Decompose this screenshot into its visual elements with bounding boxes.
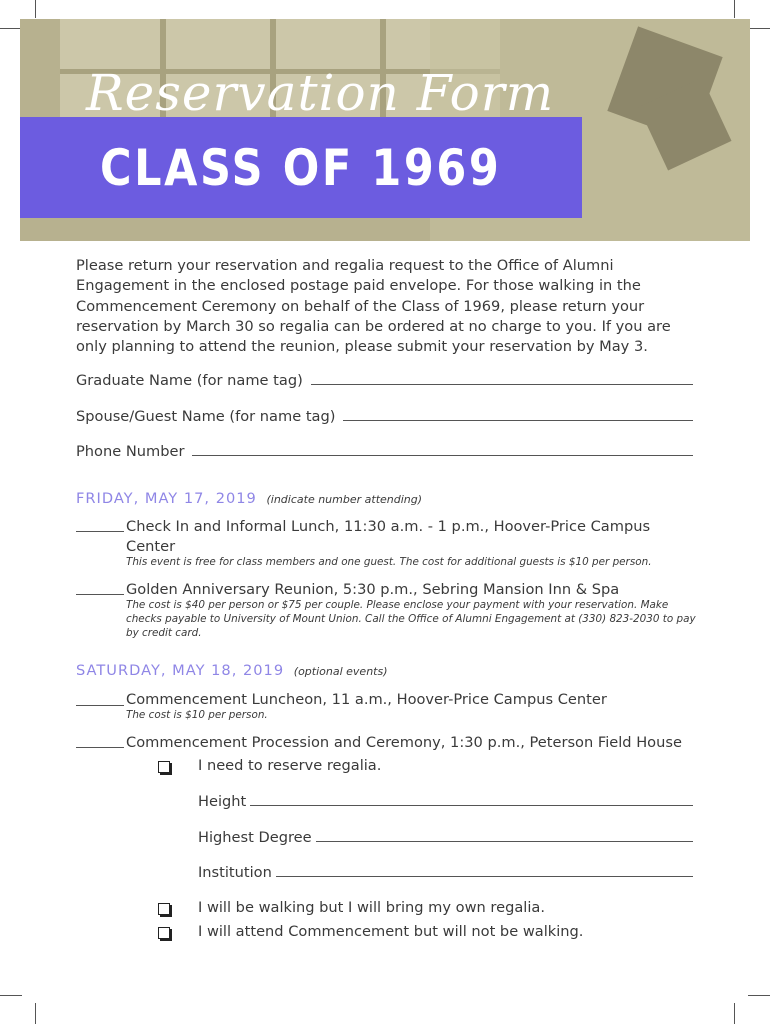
crop-mark xyxy=(748,995,770,996)
crop-mark xyxy=(734,0,735,18)
guest-name-label: Spouse/Guest Name (for name tag) xyxy=(76,408,336,425)
own-regalia-checkbox[interactable] xyxy=(158,903,170,915)
guest-name-line[interactable] xyxy=(343,419,693,421)
friday-note: (indicate number attending) xyxy=(266,493,423,506)
institution-label: Institution xyxy=(198,864,272,881)
friday-heading-text: FRIDAY, MAY 17, 2019 xyxy=(76,490,257,507)
height-label: Height xyxy=(198,793,247,810)
graduate-name-line[interactable] xyxy=(311,383,693,385)
phone-field[interactable] xyxy=(76,443,693,460)
institution-line[interactable] xyxy=(276,875,693,877)
height-line[interactable] xyxy=(250,804,693,806)
crop-mark xyxy=(35,0,36,18)
graduate-name-field[interactable] xyxy=(76,372,693,389)
attendance-blank[interactable] xyxy=(76,531,124,532)
event-detail: The cost is $40 per person or $75 per couple. Please enclose your payment with your reservation. Make checks payable to University of Mount Union. Call the Office of Alumni Engagement at (330) 823-2030 to pay by credit card. xyxy=(126,599,696,639)
reserve-regalia-label: I need to reserve regalia. xyxy=(198,757,382,774)
graduate-name-label: Graduate Name (for name tag) xyxy=(76,372,303,389)
attendance-blank[interactable] xyxy=(76,705,124,706)
phone-label: Phone Number xyxy=(76,443,185,460)
attendance-blank[interactable] xyxy=(76,747,124,748)
class-title: CLASS OF 1969 xyxy=(100,139,502,197)
event-title: Golden Anniversary Reunion, 5:30 p.m., Sebring Mansion Inn & Spa xyxy=(126,581,620,598)
form-title: Reservation Form xyxy=(86,64,555,122)
event-title: Commencement Procession and Ceremony, 1:30 p.m., Peterson Field House xyxy=(126,734,682,751)
saturday-note: (optional events) xyxy=(293,665,388,678)
guest-name-field[interactable] xyxy=(76,408,693,425)
crop-mark xyxy=(0,995,22,996)
crop-mark xyxy=(734,1003,735,1024)
event-detail: This event is free for class members and one guest. The cost for additional guests is $10 per person. xyxy=(126,556,652,568)
attend-only-label: I will attend Commencement but will not be walking. xyxy=(198,923,584,940)
reserve-regalia-checkbox[interactable] xyxy=(158,761,170,773)
phone-line[interactable] xyxy=(192,454,693,456)
degree-line[interactable] xyxy=(316,840,693,842)
institution-field[interactable] xyxy=(198,864,693,881)
attend-only-checkbox[interactable] xyxy=(158,927,170,939)
crop-mark xyxy=(35,1003,36,1024)
attendance-blank[interactable] xyxy=(76,594,124,595)
crop-mark xyxy=(748,28,770,29)
own-regalia-label: I will be walking but I will bring my own regalia. xyxy=(198,899,545,916)
height-field[interactable] xyxy=(198,793,693,810)
degree-label: Highest Degree xyxy=(198,829,312,846)
saturday-heading xyxy=(76,662,388,679)
crop-mark xyxy=(0,28,22,29)
intro-paragraph: Please return your reservation and regalia request to the Office of Alumni Engagement in the enclosed postage paid envelope. For those walking in the Commencement Ceremony on behalf of the Class of 1969, please return your reservation by March 30 so regalia can be ordered at no charge to you. If you are only planning to attend the reunion, please submit your reservation by May 3. xyxy=(76,257,671,356)
friday-heading xyxy=(76,490,422,507)
event-detail: The cost is $10 per person. xyxy=(126,709,268,721)
saturday-heading-text: SATURDAY, MAY 18, 2019 xyxy=(76,662,285,679)
degree-field[interactable] xyxy=(198,829,693,846)
event-title: Commencement Luncheon, 11 a.m., Hoover-Price Campus Center xyxy=(126,691,607,708)
event-title: Check In and Informal Lunch, 11:30 a.m. - 1 p.m., Hoover-Price Campus Center xyxy=(126,518,651,555)
